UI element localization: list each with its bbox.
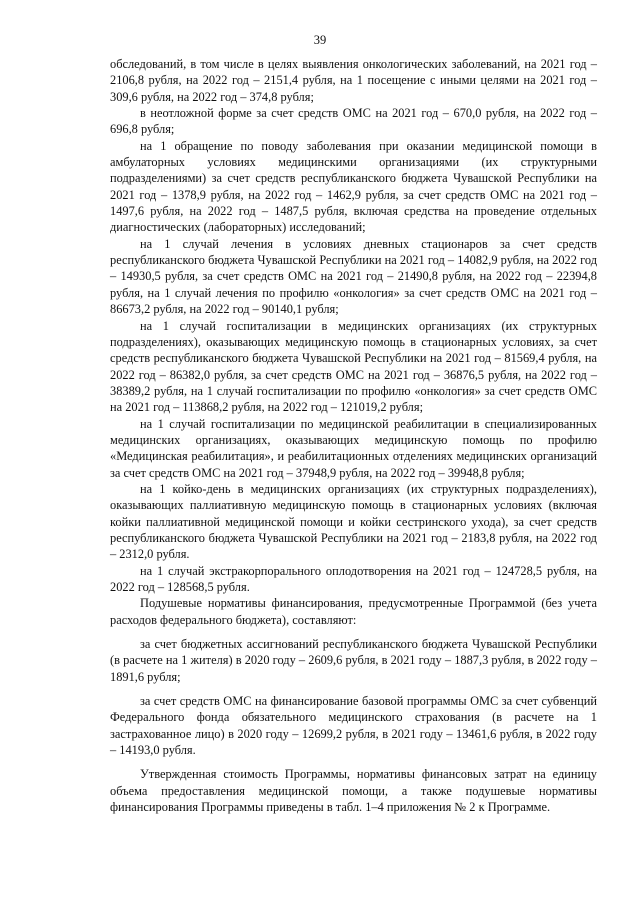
paragraph-emergency-care: в неотложной форме за счет средств ОМС на 2021 год – 670,0 рубля, на 2022 год – 696,8 рубля; xyxy=(110,106,597,137)
paragraph-conclusion: Утвержденная стоимость Программы, нормативы финансовых затрат на единицу объема предоставления медицинской помощи, а также подушевые нормативы финансирования Программы приведены в табл. 1–4 приложения № 2 к Программе. xyxy=(110,767,597,815)
paragraph-hospitalization: на 1 случай госпитализации в медицинских организациях (их структурных подразделениях), оказывающих медицинскую помощь в стационарных условиях, за счет средств республиканского бюджета Чувашской Республики на 2021 год – 81569,4 рубля, на 2022 год – 86382,0 рубля, за счет средств ОМС на 2021 год – 36876,5 рубля, на 2022 год – 38389,2 рубля, на 1 случай госпитализации по профилю «онкология» за счет средств ОМС на 2021 год – 113868,2 рубля, на 2022 год – 121019,2 рубля; xyxy=(110,318,597,415)
paragraph-continuation: обследований, в том числе в целях выявления онкологических заболеваний, на 2021 год – 2106,8 рубля, на 2022 год – 2151,4 рубля, на 1 посещение с иными целями на 2021 год – 309,6 рубля, на 2022 год – 374,8 рубля; xyxy=(110,57,597,104)
paragraph-day-hospital: на 1 случай лечения в условиях дневных стационаров за счет средств республиканского бюджета Чувашской Республики на 2021 год – 14082,9 рубля, на 2022 год – 14930,5 рубля, за счет средств ОМС на 2021 год – 21490,8 рубля, на 2022 год – 22394,8 рубля, на 1 случай лечения по профилю «онкология» за счет средств ОМС на 2021 год – 86673,2 рубля, на 2022 год – 90140,1 рубля; xyxy=(110,236,597,317)
paragraph-rehabilitation: на 1 случай госпитализации по медицинской реабилитации в специализированных медицинских организациях, оказывающих медицинскую помощь по профилю «Медицинская реабилитация», и реабилитационных отделениях медицинских организаций за счет средств ОМС на 2021 год – 37948,9 рубля, на 2022 год – 39948,8 рубля; xyxy=(110,416,597,480)
paragraph-per-capita-intro: Подушевые нормативы финансирования, предусмотренные Программой (без учета расходов федерального бюджета), составляют: xyxy=(110,596,597,627)
page-number: 39 xyxy=(313,33,327,47)
paragraph-per-capita-budget: за счет бюджетных ассигнований республиканского бюджета Чувашской Республики (в расчете на 1 жителя) в 2020 году – 2609,6 рубля, в 2021 году – 1887,3 рубля, в 2022 году – 1891,6 рубля; xyxy=(110,637,597,684)
paragraph-palliative-care: на 1 койко-день в медицинских организациях (их структурных подразделениях), оказывающих паллиативную медицинскую помощь в стационарных условиях (включая койки паллиативной медицинской помощи и койки сестринского ухода), за счет средств республиканского бюджета Чувашской Республики на 2021 год – 2183,8 рубля, на 2022 год – 2312,0 рубля. xyxy=(110,481,597,562)
body-text xyxy=(110,56,597,815)
paragraph-per-capita-oms: за счет средств ОМС на финансирование базовой программы ОМС за счет субвенций Федерального фонда обязательного медицинского страхования (в расчете на 1 застрахованное лицо) в 2020 году – 12699,2 рубля, в 2021 году – 13461,6 рубля, в 2022 году – 14193,0 рубля. xyxy=(110,694,597,758)
paragraph-outpatient-visit: на 1 обращение по поводу заболевания при оказании медицинской помощи в амбулаторных условиях медицинскими организациями (их структурными подразделениями) за счет средств республиканского бюджета Чувашской Республики на 2021 год – 1378,9 рубля, на 2022 год – 1462,9 рубля, за счет средств ОМС на 2021 год – 1497,6 рубля, на 2022 год – 1487,5 рубля, включая средства на проведение отдельных диагностических (лабораторных) исследований; xyxy=(110,138,597,235)
paragraph-ivf: на 1 случай экстракорпорального оплодотворения на 2021 год – 124728,5 рубля, на 2022 год – 128568,5 рубля. xyxy=(110,563,597,594)
